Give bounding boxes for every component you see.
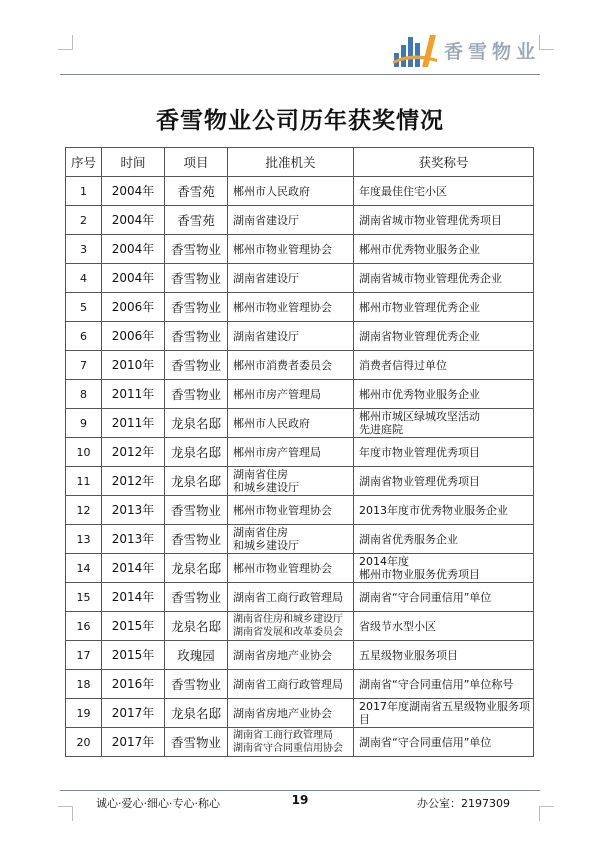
row-agency xyxy=(228,641,354,670)
award-line: 湖南省城市物业管理优秀企业 xyxy=(359,271,502,285)
row-number: 3 xyxy=(66,235,102,264)
agency-line: 湖南省建设厅 xyxy=(233,329,299,343)
row-project: 香雪物业 xyxy=(165,728,228,757)
row-award xyxy=(354,206,534,235)
row-award xyxy=(354,612,534,641)
awards-table xyxy=(65,147,534,757)
award-line: 目 xyxy=(359,713,370,726)
table-row xyxy=(66,728,534,757)
header-project: 项目 xyxy=(165,148,228,177)
award-line: 郴州市物业管理优秀企业 xyxy=(359,300,480,314)
row-year: 2014年 xyxy=(102,583,165,612)
row-award xyxy=(354,554,534,583)
agency-line: 郴州市物业管理协会 xyxy=(233,503,332,517)
row-agency xyxy=(228,293,354,322)
row-award xyxy=(354,670,534,699)
table-row xyxy=(66,670,534,699)
row-number: 5 xyxy=(66,293,102,322)
row-agency xyxy=(228,351,354,380)
row-number: 13 xyxy=(66,525,102,554)
row-number: 12 xyxy=(66,496,102,525)
row-agency xyxy=(228,322,354,351)
footer-office-phone: 办公室：2197309 xyxy=(417,797,510,810)
row-agency xyxy=(228,583,354,612)
table-row xyxy=(66,525,534,554)
row-year: 2013年 xyxy=(102,496,165,525)
agency-line: 湖南省房地产业协会 xyxy=(233,706,332,720)
row-year: 2016年 xyxy=(102,670,165,699)
agency-line: 湖南省工商行政管理局 xyxy=(233,730,333,741)
row-project: 龙泉名邸 xyxy=(165,438,228,467)
row-number: 16 xyxy=(66,612,102,641)
footer-motto: 诚心·爱心·细心·专心·称心 xyxy=(96,797,220,810)
agency-line: 湖南省建设厅 xyxy=(233,213,299,227)
row-agency xyxy=(228,409,354,438)
award-line: 湖南省城市物业管理优秀项目 xyxy=(359,213,502,227)
header-divider xyxy=(60,74,540,75)
row-year: 2006年 xyxy=(102,293,165,322)
award-line: 2013年度市优秀物业服务企业 xyxy=(359,503,508,517)
agency-line: 湖南省住房和城乡建设厅 xyxy=(233,614,343,625)
agency-line: 郴州市房产管理局 xyxy=(233,445,321,459)
logo-mark-icon xyxy=(392,31,438,69)
agency-line: 湖南省发展和改革委员会 xyxy=(233,627,343,638)
table-row xyxy=(66,699,534,728)
row-project: 香雪苑 xyxy=(165,206,228,235)
award-line: 湖南省“守合同重信用”单位称号 xyxy=(359,677,514,691)
table-row xyxy=(66,438,534,467)
agency-line: 郴州市房产管理局 xyxy=(233,387,321,401)
row-award xyxy=(354,728,534,757)
row-project: 龙泉名邸 xyxy=(165,612,228,641)
header-agency: 批准机关 xyxy=(228,148,354,177)
row-award xyxy=(354,525,534,554)
row-number: 2 xyxy=(66,206,102,235)
row-year: 2006年 xyxy=(102,322,165,351)
row-agency xyxy=(228,699,354,728)
row-agency xyxy=(228,438,354,467)
row-year: 2011年 xyxy=(102,380,165,409)
row-agency xyxy=(228,380,354,409)
award-line: 湖南省物业管理优秀项目 xyxy=(359,474,480,488)
award-line: 湖南省优秀服务企业 xyxy=(359,532,458,546)
header-award: 获奖称号 xyxy=(354,148,534,177)
row-project: 香雪物业 xyxy=(165,670,228,699)
header-year: 时间 xyxy=(102,148,165,177)
row-project: 龙泉名邸 xyxy=(165,467,228,496)
row-award xyxy=(354,438,534,467)
table-row xyxy=(66,380,534,409)
table-row xyxy=(66,293,534,322)
row-year: 2004年 xyxy=(102,264,165,293)
row-number: 9 xyxy=(66,409,102,438)
award-line: 消费者信得过单位 xyxy=(359,358,447,372)
table-row xyxy=(66,322,534,351)
row-project: 香雪物业 xyxy=(165,264,228,293)
row-agency xyxy=(228,670,354,699)
row-agency xyxy=(228,235,354,264)
page-title: 香雪物业公司历年获奖情况 xyxy=(156,108,444,134)
table-row xyxy=(66,583,534,612)
agency-line: 郴州市人民政府 xyxy=(233,416,310,430)
table-row xyxy=(66,641,534,670)
row-award xyxy=(354,351,534,380)
row-award xyxy=(354,496,534,525)
row-year: 2004年 xyxy=(102,206,165,235)
row-number: 1 xyxy=(66,177,102,206)
row-agency xyxy=(228,177,354,206)
award-line: 年度最佳住宅小区 xyxy=(359,184,447,198)
row-year: 2015年 xyxy=(102,612,165,641)
award-line: 郴州市优秀物业服务企业 xyxy=(359,387,480,401)
row-year: 2014年 xyxy=(102,554,165,583)
logo-text: 香雪物业 xyxy=(443,40,540,63)
row-award xyxy=(354,264,534,293)
row-year: 2013年 xyxy=(102,525,165,554)
row-number: 17 xyxy=(66,641,102,670)
agency-line: 湖南省守合同重信用协会 xyxy=(233,743,343,754)
row-award xyxy=(354,380,534,409)
row-number: 6 xyxy=(66,322,102,351)
row-number: 19 xyxy=(66,699,102,728)
row-number: 20 xyxy=(66,728,102,757)
row-year: 2012年 xyxy=(102,438,165,467)
row-project: 香雪物业 xyxy=(165,380,228,409)
row-award xyxy=(354,322,534,351)
agency-line: 郴州市消费者委员会 xyxy=(233,358,332,372)
row-award xyxy=(354,177,534,206)
row-year: 2011年 xyxy=(102,409,165,438)
crop-mark-top-right xyxy=(539,35,554,50)
table-row xyxy=(66,496,534,525)
table-row xyxy=(66,612,534,641)
row-award xyxy=(354,641,534,670)
agency-line: 和城乡建设厅 xyxy=(233,481,299,494)
row-project: 香雪物业 xyxy=(165,351,228,380)
row-number: 11 xyxy=(66,467,102,496)
row-award xyxy=(354,467,534,496)
row-agency xyxy=(228,612,354,641)
row-project: 龙泉名邸 xyxy=(165,409,228,438)
table-row xyxy=(66,467,534,496)
row-year: 2015年 xyxy=(102,641,165,670)
row-year: 2010年 xyxy=(102,351,165,380)
row-project: 香雪苑 xyxy=(165,177,228,206)
row-agency xyxy=(228,467,354,496)
award-line: 省级节水型小区 xyxy=(359,619,436,633)
award-line: 先进庭院 xyxy=(359,423,403,436)
award-line: 湖南省物业管理优秀企业 xyxy=(359,329,480,343)
agency-line: 湖南省房地产业协会 xyxy=(233,648,332,662)
row-project: 香雪物业 xyxy=(165,496,228,525)
award-line: 2017年度湖南省五星级物业服务项 xyxy=(359,700,530,713)
agency-line: 郴州市物业管理协会 xyxy=(233,300,332,314)
row-year: 2017年 xyxy=(102,699,165,728)
awards-table-body xyxy=(66,177,534,757)
row-number: 7 xyxy=(66,351,102,380)
award-line: 年度市物业管理优秀项目 xyxy=(359,445,480,459)
row-year: 2012年 xyxy=(102,467,165,496)
row-number: 10 xyxy=(66,438,102,467)
agency-line: 郴州市物业管理协会 xyxy=(233,561,332,575)
table-row xyxy=(66,409,534,438)
agency-line: 和城乡建设厅 xyxy=(233,539,299,552)
row-award xyxy=(354,293,534,322)
award-line: 2014年度 xyxy=(359,555,409,568)
row-year: 2017年 xyxy=(102,728,165,757)
row-agency xyxy=(228,206,354,235)
row-number: 4 xyxy=(66,264,102,293)
row-agency xyxy=(228,264,354,293)
table-row xyxy=(66,206,534,235)
award-line: 郴州市优秀物业服务企业 xyxy=(359,242,480,256)
award-line: 湖南省“守合同重信用”单位 xyxy=(359,735,492,749)
agency-line: 湖南省住房 xyxy=(233,468,288,481)
crop-mark-top-left xyxy=(58,35,73,50)
row-agency xyxy=(228,728,354,757)
agency-line: 郴州市物业管理协会 xyxy=(233,242,332,256)
row-project: 香雪物业 xyxy=(165,293,228,322)
row-number: 18 xyxy=(66,670,102,699)
row-number: 15 xyxy=(66,583,102,612)
award-line: 郴州市城区绿城攻坚活动 xyxy=(359,410,480,423)
row-project: 香雪物业 xyxy=(165,525,228,554)
crop-mark-bottom-left xyxy=(58,806,73,821)
crop-mark-bottom-right xyxy=(539,806,554,821)
row-project: 龙泉名邸 xyxy=(165,554,228,583)
agency-line: 郴州市人民政府 xyxy=(233,184,310,198)
award-line: 五星级物业服务项目 xyxy=(359,648,458,662)
row-number: 8 xyxy=(66,380,102,409)
agency-line: 湖南省工商行政管理局 xyxy=(233,590,343,604)
row-award xyxy=(354,409,534,438)
agency-line: 湖南省工商行政管理局 xyxy=(233,677,343,691)
table-header-row xyxy=(66,148,534,177)
row-agency xyxy=(228,554,354,583)
row-award xyxy=(354,235,534,264)
page-number: 19 xyxy=(291,793,309,807)
agency-line: 湖南省住房 xyxy=(233,526,288,539)
row-project: 香雪物业 xyxy=(165,583,228,612)
table-row xyxy=(66,235,534,264)
row-project: 玫瑰园 xyxy=(165,641,228,670)
row-project: 龙泉名邸 xyxy=(165,699,228,728)
header-number: 序号 xyxy=(66,148,102,177)
row-agency xyxy=(228,496,354,525)
row-agency xyxy=(228,525,354,554)
table-row xyxy=(66,177,534,206)
table-row xyxy=(66,554,534,583)
row-award xyxy=(354,699,534,728)
award-line: 湖南省“守合同重信用”单位 xyxy=(359,590,492,604)
table-row xyxy=(66,264,534,293)
table-row xyxy=(66,351,534,380)
row-project: 香雪物业 xyxy=(165,322,228,351)
company-logo xyxy=(392,30,540,70)
row-award xyxy=(354,583,534,612)
agency-line: 湖南省建设厅 xyxy=(233,271,299,285)
award-line: 郴州市物业服务优秀项目 xyxy=(359,568,480,581)
row-year: 2004年 xyxy=(102,177,165,206)
row-number: 14 xyxy=(66,554,102,583)
row-project: 香雪物业 xyxy=(165,235,228,264)
footer-divider xyxy=(60,790,540,791)
row-year: 2004年 xyxy=(102,235,165,264)
